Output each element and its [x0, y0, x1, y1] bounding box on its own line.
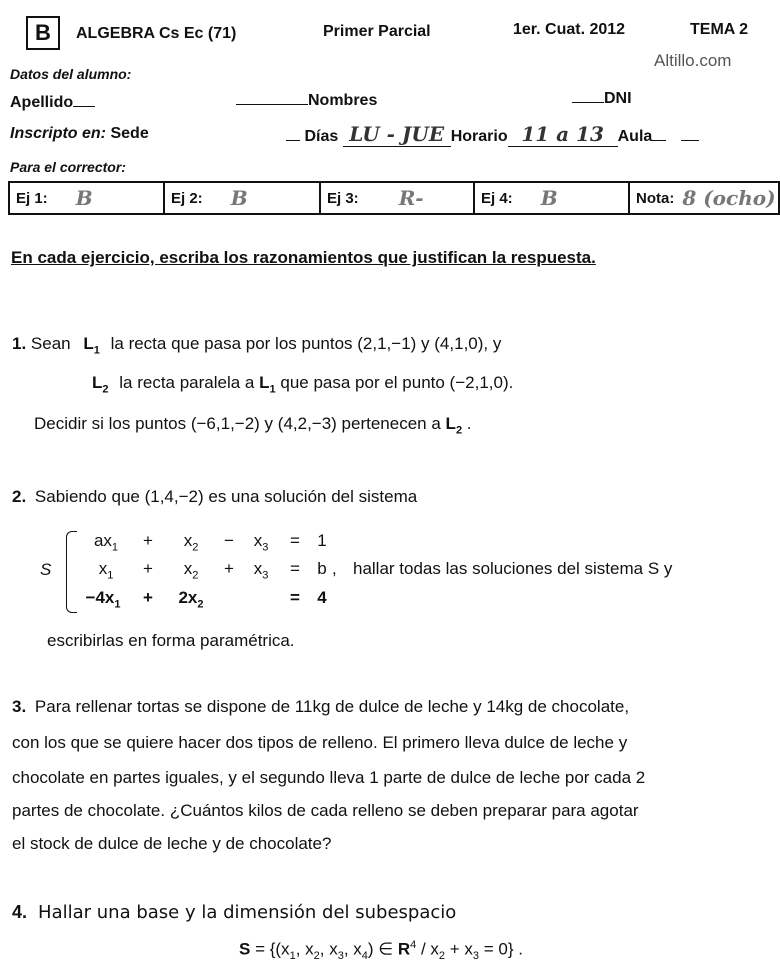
system-name: S [40, 560, 52, 579]
horario-label: Horario [450, 128, 508, 145]
ex1-line2: $L_2$ la recta paralela a $L_1$ que pasa por el punto (−2,1,0). [92, 373, 514, 396]
nombres-field[interactable] [236, 92, 377, 110]
ex2-number: 2. [12, 487, 27, 506]
corrector-label: Para el corrector: [10, 159, 126, 175]
grade-cell-label: Nota: [636, 189, 675, 207]
ex3-line-5: el stock de dulce de leche y de chocolate? [12, 834, 332, 853]
ex3-line-1 [12, 697, 629, 717]
ex4-line [12, 902, 456, 923]
grade-cell-ej1[interactable] [10, 183, 165, 213]
grade-cell-mark: B [75, 186, 93, 210]
tema-label: TEMA 2 [690, 21, 749, 38]
grade-cell-mark: 8 (ocho) [682, 186, 776, 210]
aula-label: Aula [617, 128, 653, 145]
ex1-number: 1. [12, 334, 27, 353]
grade-cell-label: Ej 3: [327, 189, 359, 207]
grade-cell-mark: R- [398, 186, 424, 210]
ex1-text-c: la recta paralela a [119, 373, 255, 392]
ex1-text-b: la recta que pasa por los puntos (2,1,−1) y (4,1,0), y [110, 334, 502, 353]
inscripto-field [10, 125, 149, 143]
dni-field[interactable] [572, 90, 632, 108]
exam-title: Primer Parcial [323, 23, 431, 40]
ex3-line-3: chocolate en partes iguales, y el segundo lleva 1 parte de dulce de leche por cada 2 [12, 768, 646, 787]
grade-cell-label: Ej 2: [171, 189, 203, 207]
system-row-2: $x_1 + x_2 + x_3 = b$ , [98, 559, 337, 582]
ex4-subspace: $S = \{(x_1$, $x_2$, $x_3$, $x_4$) ∈ $R^4 / x_2 + x_3 = 0$} . [239, 939, 523, 963]
system-brace [66, 531, 77, 613]
course-title: ALGEBRA Cs Ec (71) [76, 25, 237, 42]
nombres-label: Nombres [308, 92, 378, 109]
tema-letter-box: B [26, 16, 60, 50]
ex3-line-2: con los que se quiere hacer dos tipos de relleno. El primero lleva dulce de leche y [12, 733, 628, 752]
ex1-line1: 1. Sean $L_1$ la recta que pasa por los puntos (2,1,−1) y (4,1,0), y [12, 334, 502, 357]
dni-label: DNI [604, 90, 632, 107]
grade-cell-ej2[interactable] [165, 183, 321, 213]
ex3-number: 3. [12, 697, 27, 716]
ex2-intro [12, 487, 417, 507]
grade-cell-nota[interactable] [630, 183, 778, 213]
ex1-text-d: que pasa por el punto (−2,1,0). [280, 373, 514, 392]
dias-label: Días [304, 128, 339, 145]
watermark: Altillo.com [654, 51, 732, 70]
grade-cell-ej3[interactable] [321, 183, 475, 213]
ex4-number: 4. [12, 902, 28, 922]
inscripto-label: Inscripto en: [10, 125, 107, 142]
dias-field[interactable] [286, 122, 699, 147]
apellido-field[interactable] [10, 94, 95, 112]
grade-cell-mark: B [230, 186, 248, 210]
ex2-outro: escribirlas en forma paramétrica. [47, 631, 295, 650]
grade-cell-label: Ej 4: [481, 189, 513, 207]
sede-label: Sede [110, 125, 149, 142]
grade-cell-label: Ej 1: [16, 189, 48, 207]
horario-value: 11 a 13 [508, 122, 618, 147]
student-section-label: Datos del alumno: [10, 66, 132, 82]
ex4-text: Hallar una base y la dimensión del subespacio [38, 902, 457, 923]
ex1-text-e: Decidir si los puntos (−6,1,−2) y (4,2,−3) pertenecen a [34, 414, 441, 433]
ex3-text-1: Para rellenar tortas se dispone de 11kg de dulce de leche y 14kg de chocolate, [34, 697, 630, 716]
ex1-line3: Decidir si los puntos (−6,1,−2) y (4,2,−3) pertenecen a $L_2$ . [34, 414, 472, 437]
ex1-text-a: Sean [30, 334, 71, 353]
apellido-label: Apellido [10, 94, 74, 111]
ex2-intro-text: Sabiendo que (1,4,−2) es una solución del sistema [34, 487, 418, 506]
grade-cell-ej4[interactable] [475, 183, 630, 213]
ex2-tail: hallar todas las soluciones del sistema S y [353, 559, 673, 578]
system-row-3: $-4x_1 + 2x_2 = 4$ [85, 588, 327, 611]
grade-cell-mark: B [540, 186, 558, 210]
system-row-1: $ax_1 + x_2 - x_3 = 1$ [93, 531, 327, 554]
exam-period: 1er. Cuat. 2012 [513, 21, 626, 38]
dias-value: LU - JUE [343, 122, 451, 147]
grade-table [8, 181, 780, 215]
ex3-line-4: partes de chocolate. ¿Cuántos kilos de cada relleno se deben preparar para agotar [12, 801, 639, 820]
instructions: En cada ejercicio, escriba los razonamientos que justifican la respuesta. [11, 248, 596, 267]
